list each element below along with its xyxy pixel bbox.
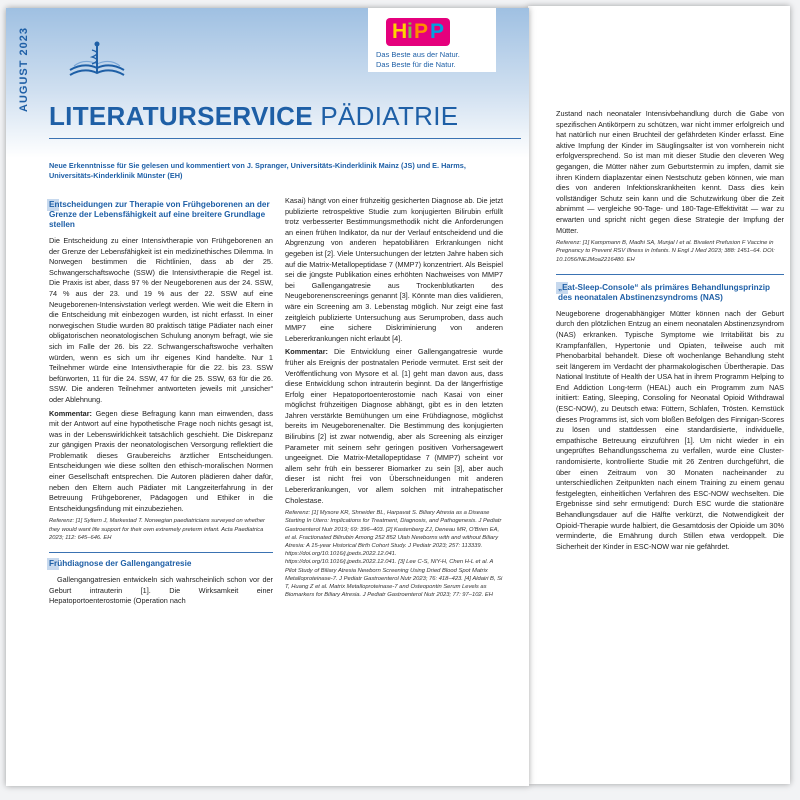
title-regular: PÄDIATRIE (320, 101, 459, 131)
article-title-atresia: Frühdiagnose der Gallengangatresie (49, 559, 273, 569)
article-comment-preterm (49, 409, 273, 515)
comment-label: Kommentar: (49, 408, 92, 418)
front-page (6, 8, 529, 786)
divider (49, 552, 273, 553)
back-page (528, 6, 790, 784)
hipp-brand-box (368, 8, 496, 72)
article-body-preterm: Die Entscheidung zu einer Intensivtherapie von Frühgeborenen an der Grenze der Lebensfähigkeit ist ein medizinethisches Dilemma. In Norwegen bestimmen die Richtlinien, dass ab der 25. Schwangerschaftswoche (SSW) die Intensivtherapie die Regel ist. Die Praxis ist aber, dass 97 % der Neugeborenen aus der 24. SSW, 74 % aus der 23. und 19 % aus der 22. SSW auf eine Neugeborenen-Intensivstation verlegt werden. Wie weit die Eltern in die Entscheidung mit einbezogen wurden, ist nicht erfasst. In einer norwegischen Studie wurden 80 praktisch tätige Pädiater nach einer obligatorischen neonatologischen Schulung anonym befragt, wie sie sich im Falle der 26. bis 22. Schwangerschaftswoche verhalten würden, wenn es sich um ihr eigenes Kind handelte. Nur 1 Teilnehmer würde eine Intensivtherapie für die 22. bis 23. SSW befürworten, 11 für die 24. SSW, 47 für die 25. SSW, 63 für die 26. SSW. Die anderen Teilnehmer antworteten jeweils mit „unsicher“ oder Ablehnung. (49, 236, 273, 404)
comment-text: Die Entwicklung einer Gallengangatresie wurde früher als Ereignis der postnatalen Periode vermutet. Erst seit der Veröffentlichung von Mysore et al. [1] geht man davon aus, dass diese Entwicklung schon intrauterin beginnt. Da der längerfristige Erfolg einer Hepatoportoenterostomie nach Kasai von einer möglichst frühzeitigen Diagnose abhängt, gibt es in den letzten Jahren verstärkte Bemühungen um eine Frühdiagnose, möglichst bereits im Neugeborenenalter. Die Bestimmung des konjugierten Bilirubins [2] ist zwar notwendig, aber als Screening als einziger Parameter mit seinem sehr geringen positiven Vorhersagewert ungeeignet. Die Matrix-Metallopeptidase 7 (MMP7) scheint vor allem sehr früh ein besserer Biomarker zu sein [3], aber auch dieser ist nicht frei von Überschneidungen mit anderen Lebererkrankungen, vor allem solchen mit intrahepatischer Cholestase. (285, 347, 503, 505)
article-body-esc: Neugeborene drogenabhängiger Mütter können nach der Geburt durch den plötzlichen Entzug an einem neonatalen Abstinenzsyndrom (NAS) erkranken. Typische Symptome wie Irritabilität bis zu Krampfanfällen, Hypertonie und Opiaten, teilweise auch mit Phenobarbital behandelt. Diese oft wochenlange Behandlung steht seit längerem im Verdacht der pharmakologischen Übertherapie. Das National Institute of Health der USA hat in ihrem Programm Helping to End Addiction Long-term (HEAL) auch ein Programm zum NAS initiiert: Eating, Sleeping, Consoling for Neonatal Opioid Withdrawal (ESC-NOW), zu Deutsch etwa: Füttern, Schlafen, Trösten. Kernstück dieses Programms ist, sich vom bloßen Befolgen des Finnigan-Scores zu lösen und stattdessen eine standardisierte, individuelle, empathische Betreuung einzuführen [1]. Um nicht wieder in ein ungeprüftes Behandlungsschema zu verfallen, wurde eine Cluster-randomisierte, kontrollierte Studie mit 26 Zentren durchgeführt, die über einen Zeitraum von 30 Monaten nacheinander zu unterschiedlichen Zeitpunkten nach einem Training zu einem genau festgelegten, einheitlichen Verfahren des ESC-NOW wechselten. Die Ergebnisse sind sehr ermutigend: Durch ESC wurde die stationäre Behandlungsdauer auf die Hälfte verkürzt, die Notwendigkeit der Opioid-Therapie wurde halbiert, die Gesamtdosis der Opioide um 30% verminderte, die Ernährung durch Stillen etwa verdoppelt. Die Sicherheit der Kinder in ESC-NOW war nie gefährdet. (556, 308, 784, 551)
back-page-reference: Referenz: [1] Kampmann B, Madhi SA, Munjal I et al. Bivalent Prefusion F Vaccine in Pregnancy to Prevent RSV Illness in Infants. N Engl J Med 2023; 388: 1451–64. DOI: 10.1056/NEJMoa2216480. EH (556, 240, 775, 263)
comment-label: Kommentar: (285, 347, 328, 357)
intro-authors: Neue Erkenntnisse für Sie gelesen und kommentiert von J. Spranger, Universitäts-Kinderklinik Mainz (JS) und E. Harms, Universitäts-Kinderklinik Münster (EH) (49, 161, 466, 180)
page-title (49, 101, 458, 132)
slogan (376, 50, 460, 69)
article-comment-atresia (285, 347, 503, 506)
book-caduceus-icon (66, 38, 128, 86)
comment-text: Gegen diese Befragung kann man einwenden, dass mit der Antwort auf eine hypothetische Frage noch nichts gesagt ist, was in der Lebenswirklichkeit tatsächlich geschieht. Die Diskrepanz zur gängigen Praxis der neonatologischen Versorgung reflektiert die Problematik dieses Graubereichs ärztlicher Entscheidungen. Entscheidungen wie diese sollten den ethisch-moralischen Normen einer Gesellschaft entsprechen. Die Autoren plädieren daher dafür, neben den Eltern auch Pädiater mit Langzeiterfahrung in der Betreuung Frühgeborener, Pädagogen und Ethiker in die Entscheidungsfindung mit einzubeziehen. (49, 408, 273, 513)
column-1 (49, 196, 273, 610)
article-reference-atresia: Referenz: [1] Mysore KR, Shneider BL, Harpavat S. Biliary Atresia as a Disease Starting In Utero: Implications for Treatment, Diagnosis, and Pathogenesis. J Pediatr Gastroenterol Nutr 2019; 69: 396–403. [2] Kastenberg ZJ, Deneau MR, O'Brien EA, et al. Fractionated Bilirubin Among 252 852 Utah Newborns with and without Biliary Atresia: A 15-year Historical Birth Cohort Study. J Pediatr 2023; 257: 113339. https://doi.org/10.1016/j.jpeds.2022.12.041. https://doi.org/10.1016/j.jpeds.2022.12.041. [3] Lee C-S, NIY-H, Chen H-L et al. A Pilot Study of Biliary Atresia Newborn Screening Using Dried Blood Spot Matrix Metalloproteinase-7. J Pediatr Gastroenterol Nutr 2023; 76: 418–423. [4] Aldairi B, Si T, Huang Z et al. Matrix Metalloproteinase-7 and Osteopontin Serum Levels as Biomarkers for Biliary Atresia. J Pediatr Gastroenterol Nutr 2023; 77: 97–102. EH (285, 510, 503, 599)
article-body-atresia-continued: Kasai) hängt von einer frühzeitig gesicherten Diagnose ab. Die jetzt publizierte retrospektive Studie zum konjugierten Bilirubin erfüllt trotz verbesserter Bestimmungsmethodik nicht die Anforderungen an einen frühen Indikator, da nur der Verlauf entscheidend und die Abgrenzung von anderen hepatobiliären Erkrankungen nicht gegeben ist [2]. Viele Untersuchungen der letzten Jahre haben sich auf die Matrix-Metallopeptidase 7 (MMP7) konzentriert. Als Beispiel sei die jüngste Publikation eines erhöhten Nachweises von MMP7 bei Gallengangatresie aus Trockenblutkarten des Neugeborenenscreenings genannt [3]. Könnte man dies validieren, wäre ein Screening am 3. Lebenstag möglich. Nur zeigt eine fast zeitgleich publizierte Untersuchung aus Serumproben, dass auch MMP7 eine sichere Diskriminierung von anderen Lebererkrankungen nicht erlaubt [4]. (285, 196, 503, 343)
issue-date: AUGUST 2023 (18, 27, 30, 112)
title-rule (49, 138, 521, 139)
article-title-preterm: Entscheidungen zur Therapie von Frühgeborenen an der Grenze der Lebensfähigkeit auf eine breitere Grundlage stellen (49, 200, 273, 230)
article-body-atresia-start: Gallengangatresien entwickeln sich wahrscheinlich schon vor der Geburt intrauterin [1]. Die Wirksamkeit einer Hepatoportoenterostomie (Operation nach (49, 575, 273, 606)
article-reference-preterm: Referenz: [1] Syltern J, Markestad T. Norwegian paediatricians surveyed on whether they would want life support for their own extremely preterm infant. Acta Paediatrica 2023; 112: 645–646. EH (49, 518, 265, 541)
column-2 (285, 196, 503, 599)
title-bold: LITERATURSERVICE (49, 101, 321, 131)
back-page-continued-text: Zustand nach neonataler Intensivbehandlung durch die Gabe von spezifischen Antikörpern zu schützen, war nicht immer erfolgreich und hat natürlich nur einen Bruchteil der gefährdeten Kinder erfasst. Eine aktive Impfung der Kinder im Säuglingsalter ist von vornherein nicht erfolgversprechend. So ist man mit dieser Studie den cleveren Weg gegangen, die Mütter näher zum Geburtstermin zu impfen, damit sie ihren Kindern diaplazentar einen Nestschutz geben können, wie man dies von anderen Infektionskrankheiten kennt. Dass dies kein vollständiger Schutz sein kann und die Schutzwirkung über die Zeit abnimmt — vergleiche 90-Tage- und 180-Tage-Effektivität — war zu erwarten und spricht nicht gegen diese Strategie der Impfung der Mütter. (556, 109, 784, 235)
hipp-logo: H i P P (386, 18, 450, 46)
divider (556, 274, 784, 275)
back-page-column-1 (556, 109, 784, 555)
article-title-esc: „Eat-Sleep-Console“ als primäres Behandlungsprinzip des neonatalen Abstinenzsyndroms (NAS) (558, 283, 784, 303)
slogan-line-1: Das Beste aus der Natur. (376, 50, 460, 59)
slogan-line-2: Das Beste für die Natur. (376, 59, 456, 69)
